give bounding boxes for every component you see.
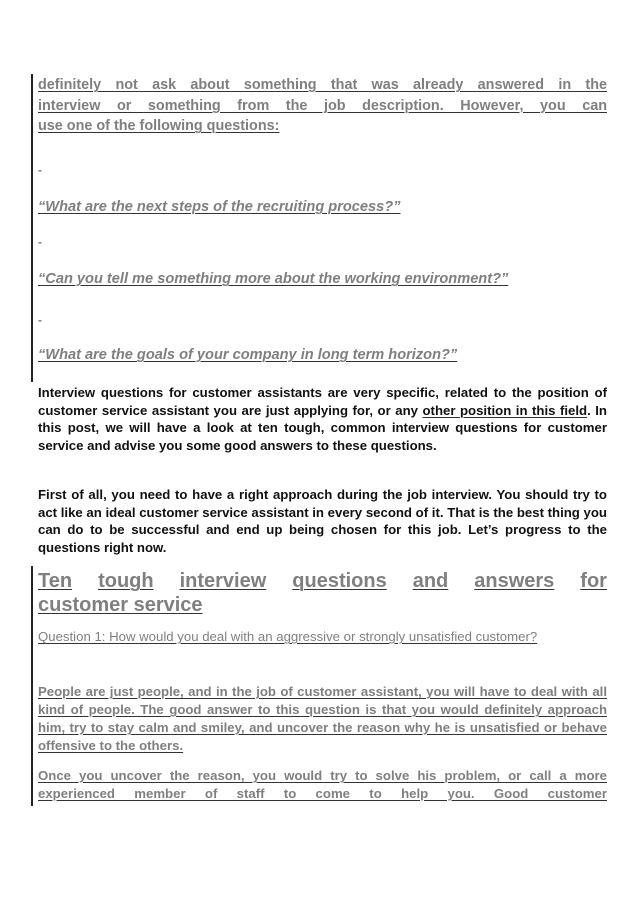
answer-1-paragraph: [38, 683, 607, 755]
intro-line-2: interview or something from the job description. However, you can: [38, 97, 607, 114]
heading-line-1: [38, 569, 607, 593]
para2-text-a: Interview questions for customer assistants are very specific, related to the position of customer service assistant you are just applying for, or any: [38, 385, 607, 418]
answer-1b-paragraph: [38, 767, 607, 803]
bullet-dash-1: -: [38, 163, 42, 177]
bullet-dash-3: -: [38, 313, 42, 327]
heading-word: questions: [292, 570, 387, 592]
question-1-heading: [38, 628, 607, 646]
intro-line-1: definitely not ask about something that was already answered in the: [38, 77, 607, 93]
heading-line-2: customer service: [38, 594, 203, 616]
heading-word: interview: [179, 570, 267, 592]
section-heading: [38, 569, 607, 617]
answer-1-text: People are just people, and in the job of customer assistant, you will have to deal with all kind of people. The good answer to this question is that you would definitely approach him, try to stay calm and smiley, and uncover the reason why he is unsatisfied or behave offensive to the others.: [38, 684, 607, 753]
heading-word: answers: [474, 570, 555, 592]
other-position-link[interactable]: other position in this field: [422, 402, 588, 418]
approach-paragraph: [38, 486, 607, 556]
question-item-3: “What are the goals of your company in long term horizon?”: [38, 347, 458, 363]
bullet-dash-2: -: [38, 235, 42, 249]
question-1-text: Question 1: How would you deal with an aggressive or strongly unsatisfied customer?: [38, 629, 538, 644]
intro-body-paragraph: [38, 384, 607, 454]
heading-word: for: [580, 570, 607, 592]
answer-1b-text: Once you uncover the reason, you would try to solve his problem, or call a more experienced member of staff to come to help you. Good customer: [38, 768, 607, 801]
heading-word: Ten: [38, 570, 73, 592]
para2-text-b: . In this post, we will have a look at ten tough, common interview questions for customer service and advise you some good answers to these questions.: [38, 402, 607, 453]
heading-word: tough: [98, 570, 154, 592]
question-item-1: “What are the next steps of the recruiting process?”: [38, 199, 401, 215]
intro-line-3: use one of the following questions:: [38, 118, 280, 135]
heading-word: and: [412, 570, 449, 592]
intro-paragraph: [38, 75, 607, 137]
para3-text: First of all, you need to have a right approach during the job interview. You should try to act like an ideal customer service assistant in every second of it. That is the best thing you can do to be successful and end up being chosen for this job. Let’s progress to the questions right now.: [38, 487, 607, 555]
left-margin-bar: [31, 74, 33, 382]
left-margin-bar-lower: [31, 566, 33, 806]
question-item-2: “Can you tell me something more about the working environment?”: [38, 271, 509, 287]
